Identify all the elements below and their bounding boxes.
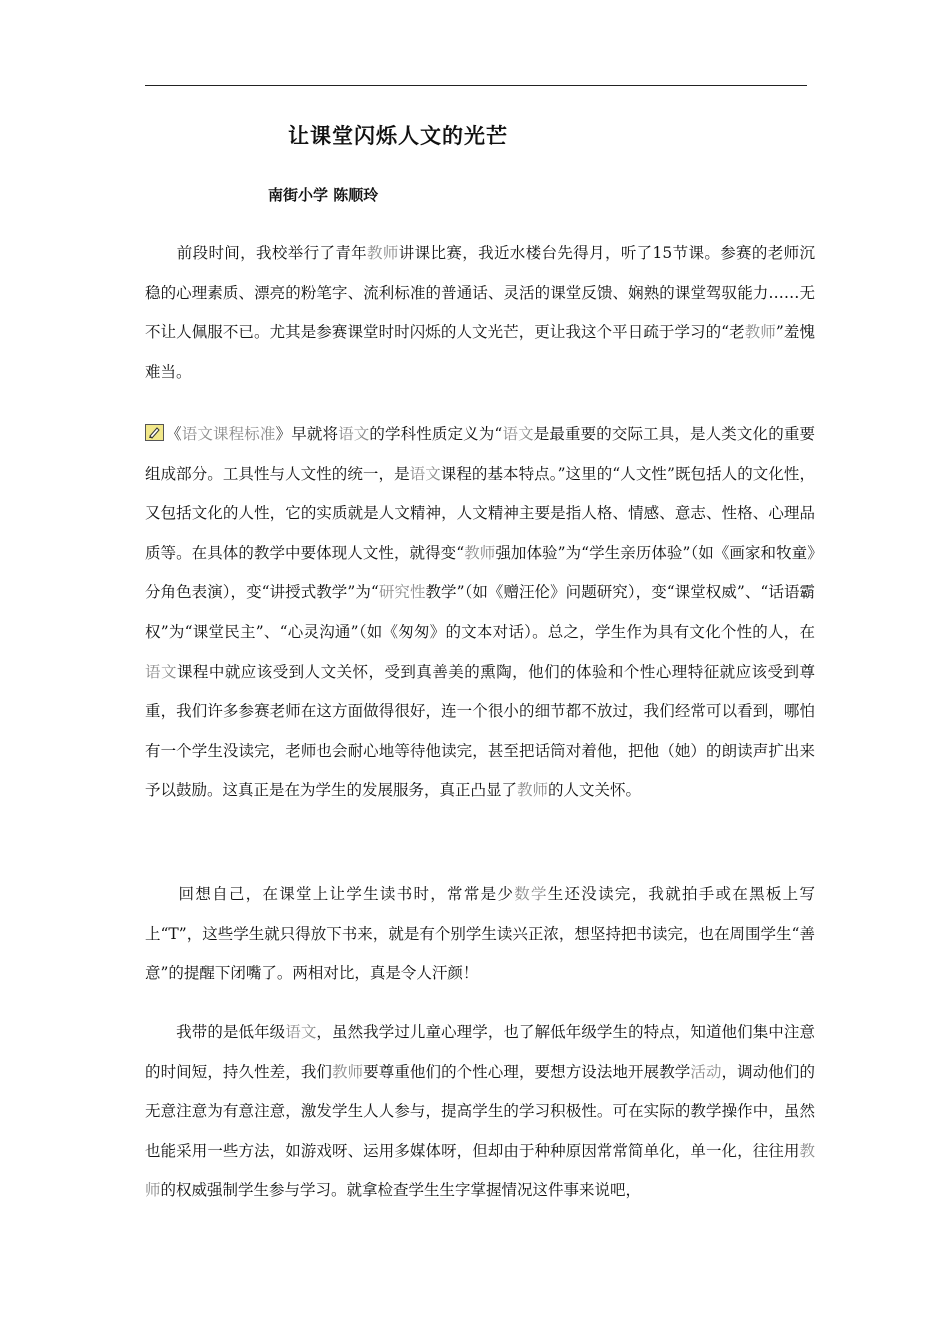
keyword-link[interactable]: 教师 <box>464 543 496 562</box>
keyword-link[interactable]: 语文 <box>338 425 370 443</box>
paragraph-1 <box>145 234 815 392</box>
paragraph-text: 《 <box>166 425 182 443</box>
keyword-link[interactable]: 教师 <box>367 244 399 262</box>
keyword-link[interactable]: 语文 <box>145 662 177 681</box>
paragraph-3 <box>145 875 815 994</box>
paragraph-text: 回想自己，在课堂上让学生读书时，常常是少 <box>145 885 515 903</box>
keyword-link[interactable]: 教师 <box>517 781 549 800</box>
keyword-link[interactable]: 教师 <box>145 1141 815 1200</box>
paragraph-text: 教学”（如《赠汪伦》问题研究），变“课堂权威”、“话语霸权”为“课堂民主”、“心灵沟通”（如《匆匆》的文本对话）。总之，学生作为具有文化个性的人，在 <box>145 583 815 641</box>
page-title: 让课堂闪烁人文的光芒 <box>288 123 508 148</box>
paragraph-text: 要尊重他们的个性心理，要想方设法地开展教学 <box>363 1062 691 1081</box>
paragraph-text: ，调动他们的无意注意为有意注意，激发学生人人参与，提高学生的学习积极性。可在实际的教学操作中，虽然也能采用一些方法，如游戏呀、运用多媒体呀，但却由于种种原因常常简单化，单一化，往往用 <box>145 1062 815 1160</box>
paragraph-text: 生还没读完，我就拍手或在黑板上写上“T”，这些学生就只得放下书来，就是有个别学生读兴正浓，想坚持把书读完，也在周围学生“善意”的提醒下闭嘴了。两相对比，真是令人汗颜！ <box>145 885 815 983</box>
paragraph-text: 是最重要的交际工具，是人类文化的重要组成部分。工具性与人文性的统一，是 <box>145 425 815 483</box>
paragraph-4 <box>145 1013 815 1211</box>
paragraph-text: 强加体验”为“学生亲历体验”（如《画家和牧童》分角色表演），变“讲授式教学”为“ <box>145 543 815 602</box>
header-rule <box>145 85 807 86</box>
paragraph-text: 的学科性质定义为“ <box>369 425 503 443</box>
keyword-link[interactable]: 数学 <box>514 885 548 903</box>
pen-icon[interactable] <box>145 424 164 441</box>
keyword-link[interactable]: 语文 <box>285 1023 317 1041</box>
paragraph-text: 讲课比赛，我近水楼台先得月，听了15节课。参赛的老师沉稳的心理素质、漂亮的粉笔字、流利标准的普通话、灵活的课堂反馈、娴熟的课堂驾驭能力……无不让人佩服不已。尤其是参赛课堂时时闪烁的人文光芒，更让我这个平日疏于学习的“老 <box>145 244 815 342</box>
author-line: 南街小学 陈顺玲 <box>268 186 379 204</box>
keyword-link[interactable]: 语文课程标准 <box>181 425 276 443</box>
paragraph-text: ，虽然我学过儿童心理学，也了解低年级学生的特点，知道他们集中注意的时间短，持久性差，我们 <box>145 1023 815 1081</box>
paragraph-text: 我带的是低年级 <box>145 1023 286 1041</box>
paragraph-text: 的权威强制学生参与学习。就拿检查学生生字掌握情况这件事来说吧， <box>160 1181 642 1200</box>
paragraph-text: 课程的基本特点。”这里的“人文性”既包括人的文化性，又包括文化的人性，它的实质就是人文精神，人文精神主要是指人格、情感、意志、性格、心理品质等。在具体的教学中要体现人文性，就得变“ <box>145 464 815 562</box>
keyword-link[interactable]: 活动 <box>690 1062 722 1081</box>
paragraph-2 <box>145 415 815 811</box>
keyword-link[interactable]: 语文 <box>409 464 441 483</box>
paragraph-text: ”羞愧难当。 <box>145 323 815 381</box>
paragraph-text: 的人文关怀。 <box>548 781 642 800</box>
paragraph-text: 课程中就应该受到人文关怀，受到真善美的熏陶，他们的体验和个性心理特征就应该受到尊重，我们许多参赛老师在这方面做得很好，连一个很小的细节都不放过，我们经常可以看到，哪怕有一个学生没读完，老师也会耐心地等待他读完，甚至把话筒对着他，把他（她）的朗读声扩出来予以鼓励。这真正是在为学生的发展服务，真正凸显了 <box>145 662 815 800</box>
paragraph-text: 》早就将 <box>275 425 339 443</box>
paragraph-text: 前段时间，我校举行了青年 <box>145 244 368 262</box>
keyword-link[interactable]: 教师 <box>331 1062 364 1081</box>
keyword-link[interactable]: 教师 <box>744 323 776 342</box>
keyword-link[interactable]: 语文 <box>502 425 534 443</box>
keyword-link[interactable]: 研究性 <box>378 583 426 602</box>
